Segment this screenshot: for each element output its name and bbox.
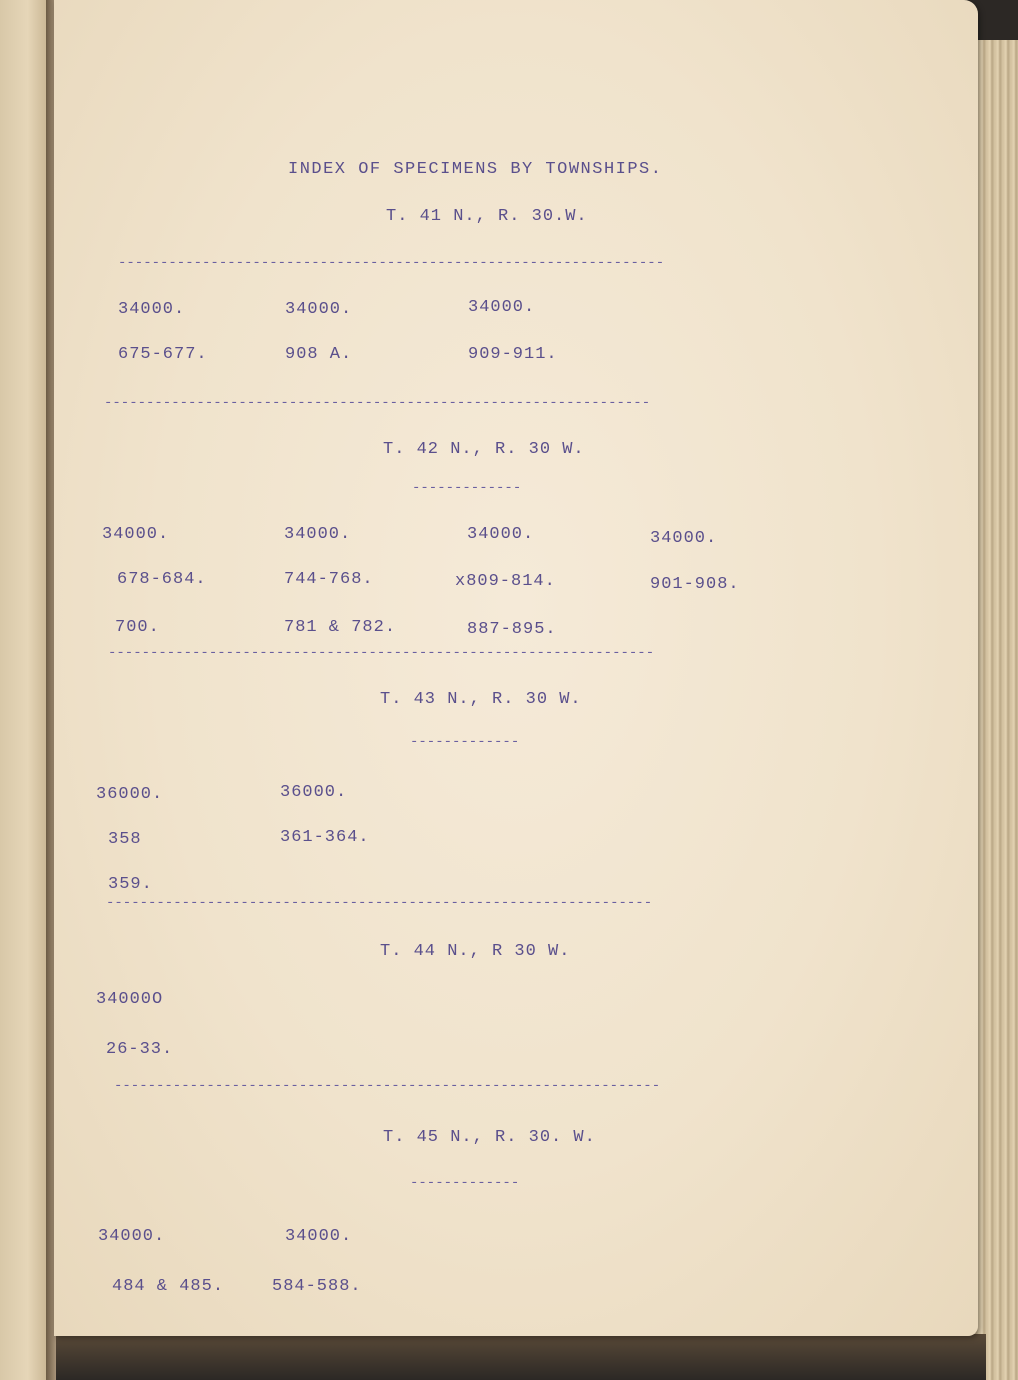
cell: 26-33. [106, 1040, 174, 1059]
section-title-t44: T. 44 N., R 30 W. [380, 942, 571, 961]
cell: 484 & 485. [112, 1277, 225, 1296]
section-title-t41: T. 41 N., R. 30.W. [386, 207, 588, 226]
cell: 675-677. [118, 345, 208, 364]
divider-rule: ----------------------------------------------------------------- [106, 895, 653, 911]
cell: 34000. [467, 525, 535, 544]
cell: 908 A. [285, 345, 353, 364]
cell: 909-911. [468, 345, 558, 364]
cell: 901-908. [650, 575, 740, 594]
cell: 700. [115, 618, 160, 637]
cell: 34000. [285, 1227, 353, 1246]
cell: 34000. [118, 300, 186, 319]
cell: 678-684. [117, 570, 207, 589]
cell: 359. [108, 875, 153, 894]
cell: 358 [108, 830, 142, 849]
cell: 34000. [102, 525, 170, 544]
cell: 887-895. [467, 620, 557, 639]
facing-page-edge [0, 0, 48, 1380]
cell: 744-768. [284, 570, 374, 589]
cell: 361-364. [280, 828, 370, 847]
title-underline: ------------- [410, 1175, 520, 1191]
section-title-t45: T. 45 N., R. 30. W. [383, 1128, 596, 1147]
title-underline: ------------- [412, 480, 522, 496]
title-underline: ------------- [410, 734, 520, 750]
cell: 36000. [96, 785, 164, 804]
cell: 584-588. [272, 1277, 362, 1296]
divider-rule: ----------------------------------------------------------------- [104, 395, 651, 411]
page-bottom-shadow [56, 1334, 986, 1380]
page-title: INDEX OF SPECIMENS BY TOWNSHIPS. [288, 160, 663, 179]
cell: 34000. [98, 1227, 166, 1246]
section-title-t43: T. 43 N., R. 30 W. [380, 690, 582, 709]
cell: 34000. [650, 529, 718, 548]
cell: 36000. [280, 783, 348, 802]
divider-rule: ----------------------------------------------------------------- [108, 645, 655, 661]
cell: 34000. [284, 525, 352, 544]
cell: 34000O [96, 990, 164, 1009]
divider-rule: ----------------------------------------------------------------- [118, 255, 665, 271]
divider-rule: ----------------------------------------------------------------- [114, 1078, 661, 1094]
cell: 781 & 782. [284, 618, 397, 637]
section-title-t42: T. 42 N., R. 30 W. [383, 440, 585, 459]
cell: 34000. [285, 300, 353, 319]
cell: x809-814. [455, 572, 556, 591]
cell: 34000. [468, 298, 536, 317]
